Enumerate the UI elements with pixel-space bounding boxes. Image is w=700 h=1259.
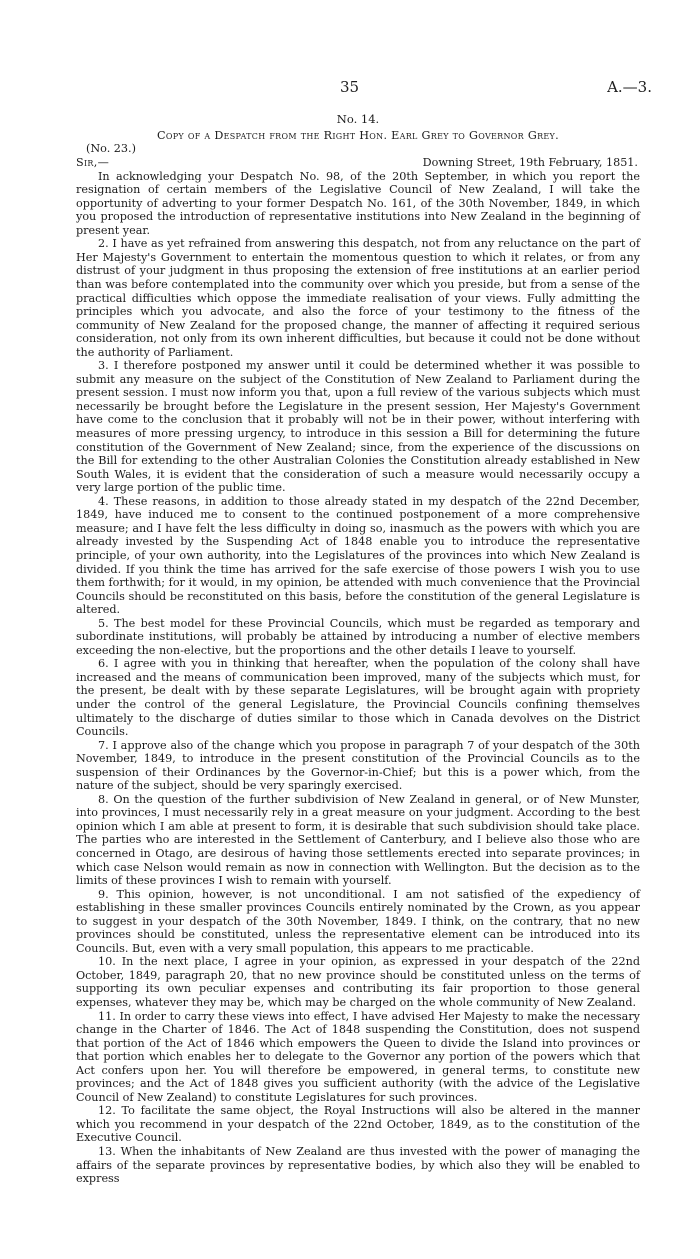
- paragraph-5: 5. The best model for these Provincial Councils, which must be regarded as temporary and subordinate institutions, will probably be attained by introducing a number of elective members exceeding the non-elective, but the proportions and the other details I leave to yourself.: [76, 616, 640, 657]
- salutation-row: [76, 156, 640, 170]
- despatch-title: Copy of a Despatch from the Right Hon. Earl Grey to Governor Grey.: [157, 128, 559, 142]
- paragraph-11: 11. In order to carry these views into effect, I have advised Her Majesty to make the necessary change in the Charter of 1846. The Act of 1848 suspending the Constitution, does not suspend that portion of the Act of 1846 which empowers the Queen to divide the Island into provinces or that portion which enables her to delegate to the Governor any portion of the powers which that Act confers upon her. You will therefore be empowered, in general terms, to constitute new provinces; and the Act of 1848 gives you sufficient authority (with the advice of the Legislative Council of New Zealand) to constitute Legislatures for such provinces.: [76, 1009, 640, 1104]
- place-date: Downing Street, 19th February, 1851.: [422, 155, 638, 169]
- page-number: 35: [340, 78, 360, 96]
- paragraph-6: 6. I agree with you in thinking that hereafter, when the population of the colony shall have increased and the means of communication been improved, many of the subjects which must, for the present, be dealt with by these separate Legislatures, will be brought again with propriety under the control of the general Legislature, the Provincial Councils confining themselves ultimately to the discharge of duties similar to those which in Canada devolves on the District Councils.: [76, 657, 640, 739]
- paragraph-8: 8. On the question of the further subdivision of New Zealand in general, or of New Munster, into provinces, I must necessarily rely in a great measure on your judgment. According to the best opinion which I am able at present to form, it is desirable that such subdivision should take place. The parties who are interested in the Settlement of Canterbury, and I believe also those who are concerned in Otago, are desirous of having those settlements erected into separate provinces; in which case Nelson would remain as now in connection with Wellington. But the decision as to the limits of these provinces I wish to remain with yourself.: [76, 792, 640, 888]
- paragraph-3: 3. I therefore postponed my answer until it could be determined whether it was possible to submit any measure on the subject of the Constitution of New Zealand to Parliament during the present session. I must now inform you that, upon a full review of the various subjects which must necessarily be brought before the Legislature in the present session, Her Majesty's Government have come to the conclusion that it probably will not be in their power, without interfering with measures of more pressing urgency, to introduce in this session a Bill for determining the future constitution of the Government of New Zealand; since, from the experience of the discussions on the Bill for extending to the other Australian Colonies the Constitution already established in New South Wales, it is evident that the consideration of such a measure would necessarily occupy a very large portion of the public time.: [76, 359, 640, 495]
- paragraph-9: 9. This opinion, however, is not unconditional. I am not satisfied of the expediency of establishing in these smaller provinces Councils entirely nominated by the Crown, as you appear to suggest in your despatch of the 30th November, 1849. I think, on the contrary, that no new provinces should be constituted, unless the representative element can be introduced into its Councils. But, even with a very small population, this appears to me practicable.: [76, 887, 640, 955]
- paragraph-13: 13. When the inhabitants of New Zealand are thus invested with the power of managing the affairs of the separate provinces by representative bodies, by which also they will be enabled to express: [76, 1145, 640, 1186]
- paragraph-7: 7. I approve also of the change which you propose in paragraph 7 of your despatch of the 30th November, 1849, to introduce in the present constitution of the Provincial Councils as to the suspension of their Ordinances by the Governor-in-Chief; but this is a power which, from the nature of the subject, should be very sparingly exercised.: [76, 738, 640, 793]
- paragraph-1: In acknowledging your Despatch No. 98, of the 20th September, in which you report the resignation of certain members of the Legislative Council of New Zealand, I will take the opportunity of adverting to your former Despatch No. 161, of the 30th November, 1849, in which you proposed the introduction of representative institutions into New Zealand in the beginning of present year.: [76, 169, 640, 237]
- document-reference: A.—3.: [607, 78, 652, 96]
- document-body: [76, 113, 640, 1186]
- despatch-number: (No. 23.): [86, 142, 136, 156]
- page-header: [0, 78, 700, 98]
- despatch-number-heading: No. 14.: [336, 112, 380, 126]
- salutation: Sir,—: [76, 155, 110, 169]
- paragraph-12: 12. To facilitate the same object, the Royal Instructions will also be altered in the manner which you recommend in your despatch of the 22nd October, 1849, as to the constitution of the Executive Council.: [76, 1104, 640, 1145]
- paragraph-4: 4. These reasons, in addition to those already stated in my despatch of the 22nd December, 1849, have induced me to consent to the continued postponement of a more comprehensive measure; and I have felt the less difficulty in doing so, inasmuch as the powers with which you are already invested by the Suspending Act of 1848 enable you to introduce the representative principle, of your own authority, into the Legislatures of the provinces into which New Zealand is divided. If you think the time has arrived for the safe exercise of those powers I wish you to use them forthwith; for it would, in my opinion, be attended with much convenience that the Provincial Councils should be reconstituted on this basis, before the constitution of the general Legislature is altered.: [76, 494, 640, 617]
- paragraph-10: 10. In the next place, I agree in your opinion, as expressed in your despatch of the 22nd October, 1849, paragraph 20, that no new province should be constituted unless on the terms of supporting its own peculiar expenses and contributing its fair proportion to those general expenses, whatever they may be, which may be charged on the whole community of New Zealand.: [76, 955, 640, 1009]
- paragraph-2: 2. I have as yet refrained from answering this despatch, not from any reluctance on the part of Her Majesty's Government to entertain the momentous question to which it relates, or from any distrust of your judgment in thus proposing the extension of free institutions at an earlier period than was before contemplated into the community over which you preside, but from a sense of the practical difficulties which oppose the immediate realisation of your views. Fully admitting the principles which you advocate, and also the force of your testimony to the fitness of the community of New Zealand for the proposed change, the manner of affecting it required serious consideration, not only from its own inherent difficulties, but because it could not be done without the authority of Parliament.: [76, 237, 640, 359]
